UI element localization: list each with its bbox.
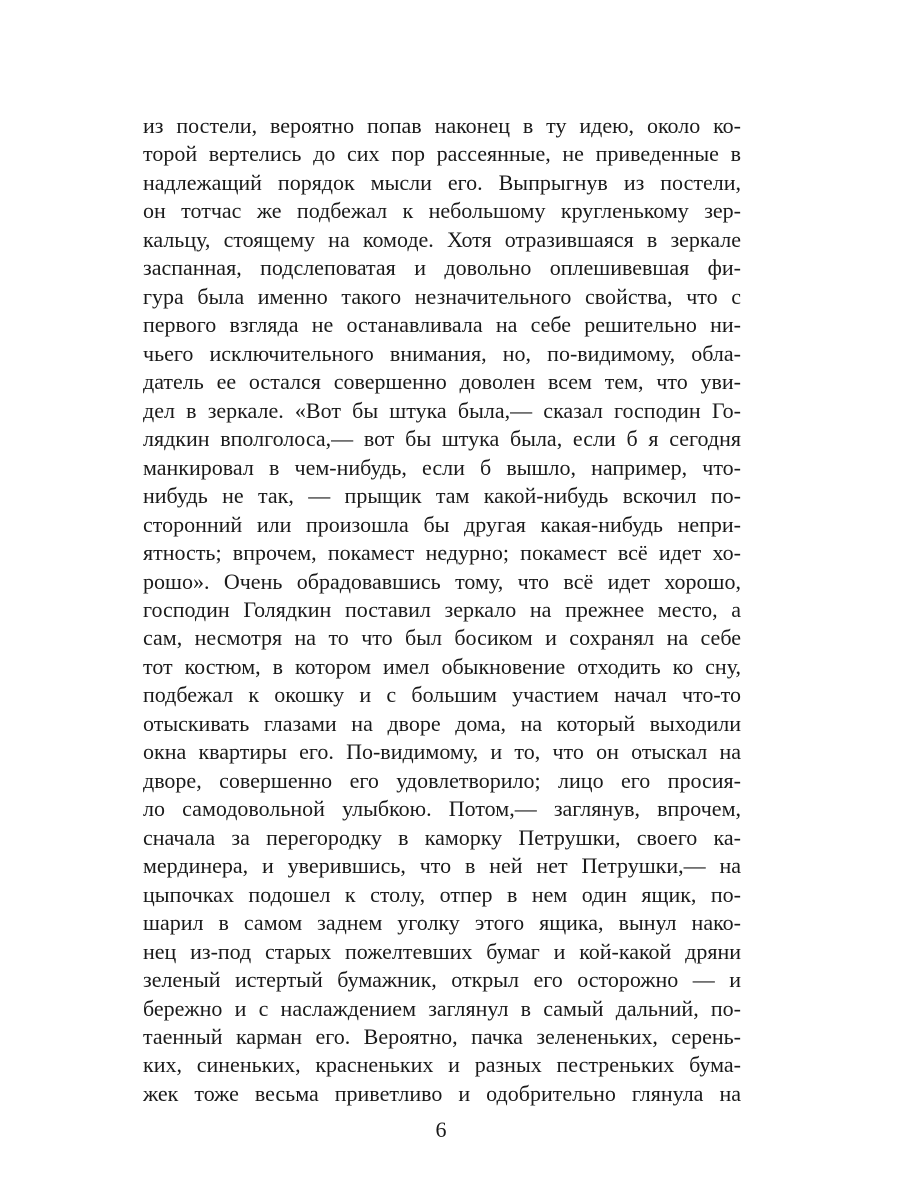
- text-line: ких, синеньких, красненьких и разных пестреньких бума-: [143, 1052, 741, 1078]
- text-line: сторонний или произошла бы другая какая-нибудь непри-: [143, 511, 741, 537]
- text-line: таенный карман его. Вероятно, пачка зелененьких, серень-: [143, 1024, 741, 1049]
- text-line: дворе, совершенно его удовлетворило; лицо его просия-: [143, 767, 741, 793]
- text-line: лядкин вполголоса,— вот бы штука была, если б я сегодня: [143, 426, 741, 452]
- text-line: датель ее остался совершенно доволен всем тем, что уви-: [143, 369, 741, 395]
- text-line: заспанная, подслеповатая и довольно оплешивевшая фи-: [143, 255, 741, 281]
- text-line: торой вертелись до сих пор рассеянные, не приведенные в: [143, 141, 741, 167]
- text-line: бережно и с наслаждением заглянул в самый дальний, по-: [143, 995, 741, 1021]
- text-line: тот костюм, в котором имел обыкновение отходить ко сну,: [143, 653, 741, 679]
- text-line: из постели, вероятно попав наконец в ту идею, около ко-: [143, 113, 741, 138]
- text-line: он тотчас же подбежал к небольшому кругленькому зер-: [143, 198, 741, 224]
- text-line: сам, несмотря на то что был босиком и сохранял на себе: [143, 625, 741, 651]
- text-line: отыскивать глазами на дворе дома, на который выходили: [143, 710, 741, 736]
- text-line: господин Голядкин поставил зеркало на прежнее место, а: [143, 596, 741, 622]
- text-line: жек тоже весьма приветливо и одобрительно глянула на: [143, 1080, 741, 1106]
- text-line: манкировал в чем-нибудь, если б вышло, например, что-: [143, 454, 741, 480]
- text-line: ятность; впрочем, покамест недурно; покамест всё идет хо-: [143, 540, 741, 566]
- text-line: мердинера, и уверившись, что в ней нет Петрушки,— на: [143, 853, 741, 879]
- text-line: рошо». Очень обрадовавшись тому, что всё идет хорошо,: [143, 568, 741, 594]
- text-line: нибудь не так, — прыщик там какой-нибудь вскочил по-: [143, 483, 741, 509]
- text-line: надлежащий порядок мысли его. Выпрыгнув из постели,: [143, 169, 741, 195]
- text-line: ло самодовольной улыбкою. Потом,— заглянув, впрочем,: [143, 796, 741, 822]
- text-line: шарил в самом заднем уголку этого ящика, вынул нако-: [143, 910, 741, 936]
- text-line: чьего исключительного внимания, но, по-видимому, обла-: [143, 340, 741, 366]
- text-line: первого взгляда не останавливала на себе решительно ни-: [143, 312, 741, 338]
- page-number: 6: [435, 1117, 447, 1142]
- text-line: подбежал к окошку и с большим участием начал что-то: [143, 682, 741, 708]
- body-text: [143, 112, 741, 1108]
- text-line: зеленый истертый бумажник, открыл его осторожно — и: [143, 967, 741, 993]
- text-line: нец из-под старых пожелтевших бумаг и кой-какой дряни: [143, 938, 741, 964]
- text-line: кальцу, стоящему на комоде. Хотя отразившаяся в зеркале: [143, 226, 741, 252]
- text-line: дел в зеркале. «Вот бы штука была,— сказал господин Го-: [143, 397, 741, 423]
- text-line: гура была именно такого незначительного свойства, что с: [143, 283, 741, 309]
- text-line: окна квартиры его. По-видимому, и то, что он отыскал на: [143, 739, 741, 765]
- text-line: цыпочках подошел к столу, отпер в нем один ящик, по-: [143, 881, 741, 907]
- text-line: сначала за перегородку в каморку Петрушки, своего ка-: [143, 824, 741, 850]
